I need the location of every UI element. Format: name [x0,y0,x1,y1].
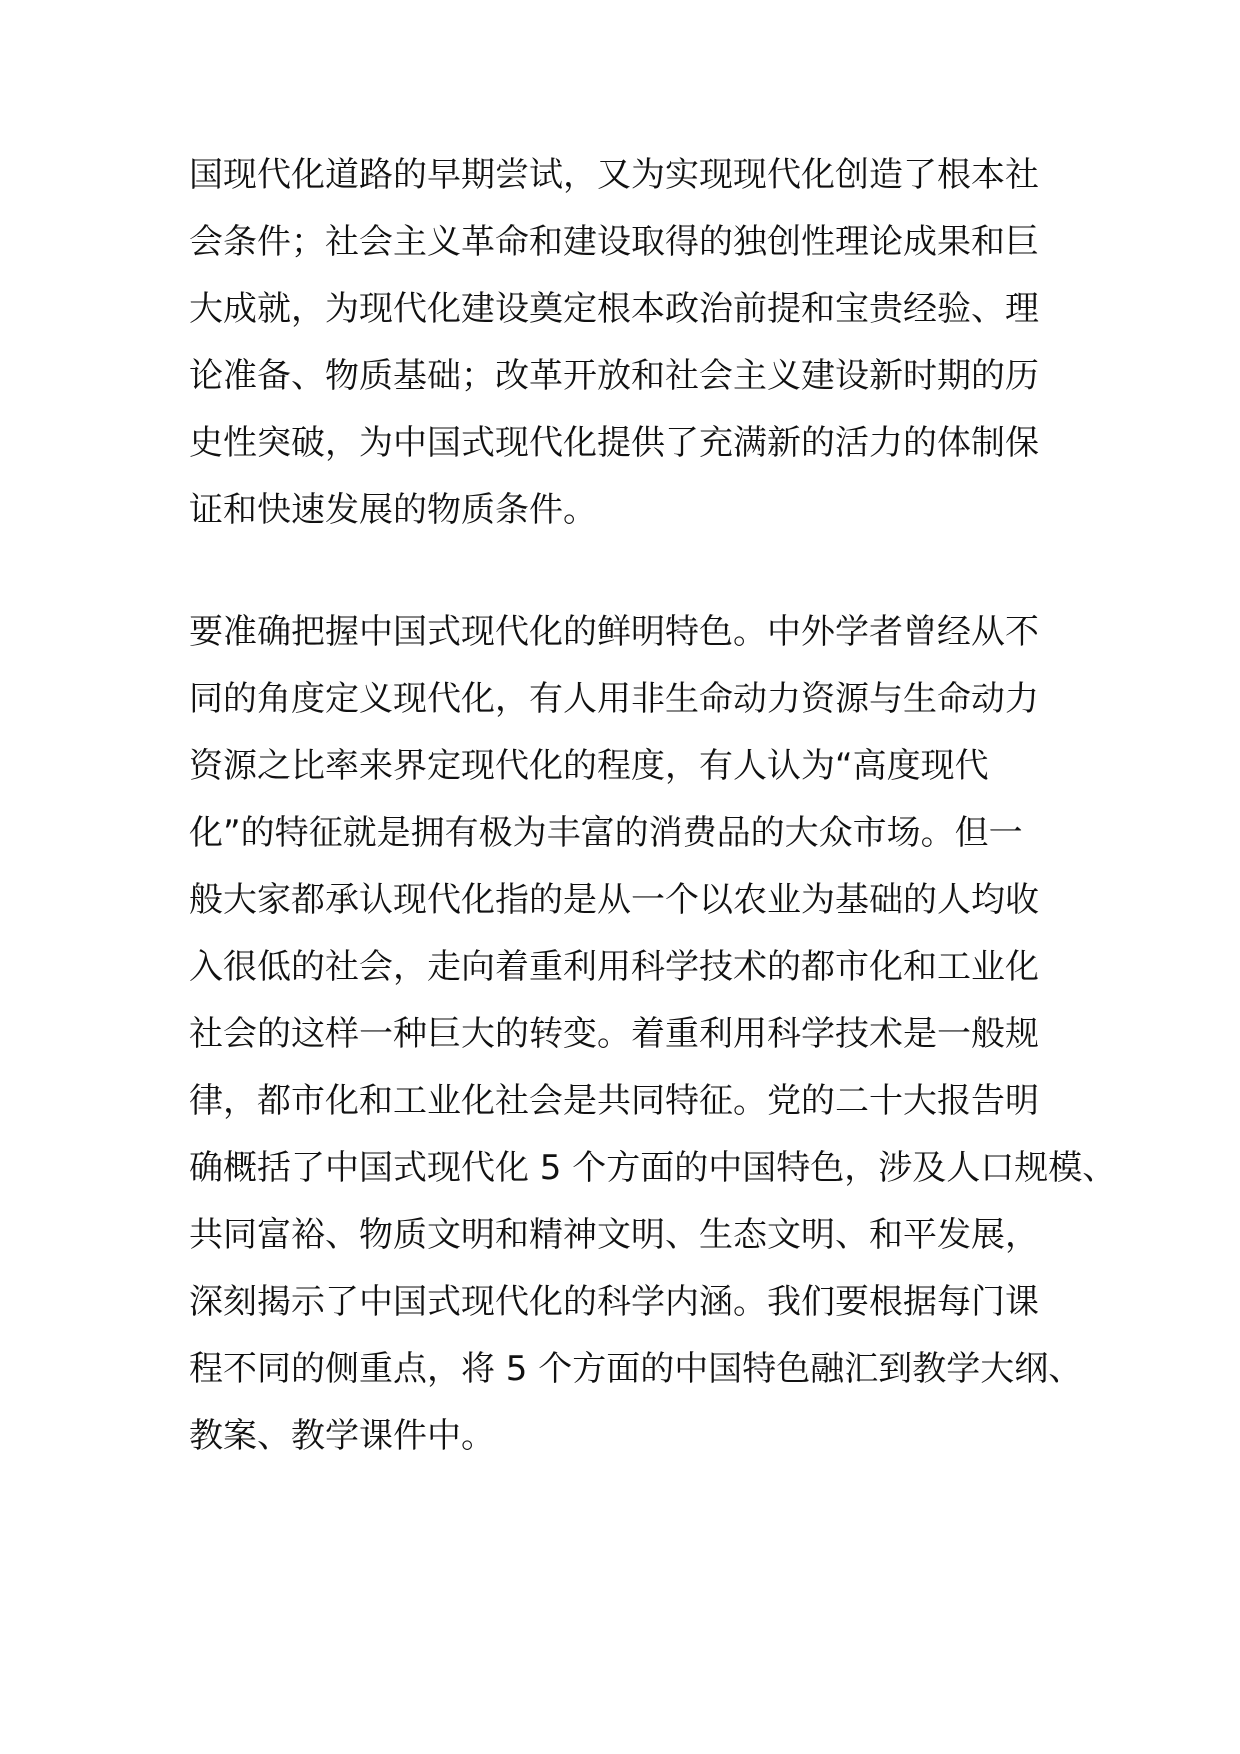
paragraph-line: 程不同的侧重点，将 5 个方面的中国特色融汇到教学大纲、 [189,1349,1083,1389]
paragraph-line: 大成就，为现代化建设奠定根本政治前提和宝贵经验、理 [189,289,1039,329]
paragraph-line: 确概括了中国式现代化 5 个方面的中国特色，涉及人口规模、 [189,1148,1117,1188]
paragraph-line: 律，都市化和工业化社会是共同特征。党的二十大报告明 [189,1081,1039,1121]
paragraph-line: 证和快速发展的物质条件。 [189,490,597,530]
paragraph-line: 资源之比率来界定现代化的程度，有人认为“高度现代 [189,746,989,786]
paragraph-line: 社会的这样一种巨大的转变。着重利用科学技术是一般规 [189,1014,1039,1054]
paragraph-line: 共同富裕、物质文明和精神文明、生态文明、和平发展， [189,1215,1039,1255]
paragraph-line: 论准备、物质基础；改革开放和社会主义建设新时期的历 [189,356,1039,396]
paragraph-line: 同的角度定义现代化，有人用非生命动力资源与生命动力 [189,679,1039,719]
paragraph-line: 会条件；社会主义革命和建设取得的独创性理论成果和巨 [189,222,1039,262]
paragraph-line: 国现代化道路的早期尝试，又为实现现代化创造了根本社 [189,155,1039,195]
paragraph-line: 要准确把握中国式现代化的鲜明特色。中外学者曾经从不 [189,612,1039,652]
paragraph-line: 化”的特征就是拥有极为丰富的消费品的大众市场。但一 [189,813,1023,853]
paragraph-line: 教案、教学课件中。 [189,1416,495,1456]
paragraph-line: 入很低的社会，走向着重利用科学技术的都市化和工业化 [189,947,1039,987]
paragraph-line: 般大家都承认现代化指的是从一个以农业为基础的人均收 [189,880,1039,920]
paragraph-line: 深刻揭示了中国式现代化的科学内涵。我们要根据每门课 [189,1282,1039,1322]
paragraph-line: 史性突破，为中国式现代化提供了充满新的活力的体制保 [189,423,1039,463]
